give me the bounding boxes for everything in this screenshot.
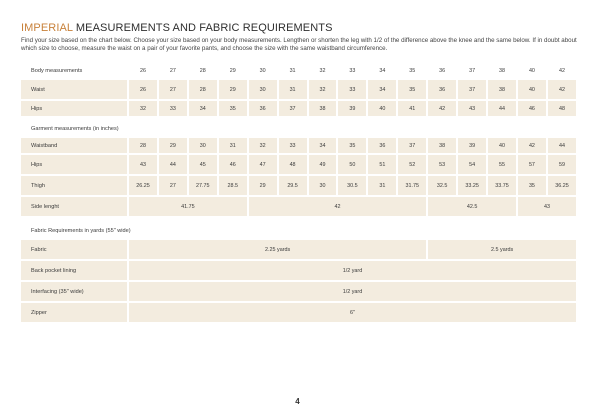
- table-cell: 26: [129, 80, 157, 99]
- fabric-header-row: [21, 224, 576, 238]
- size-header: 33: [349, 68, 356, 74]
- table-cell: 42: [548, 80, 576, 99]
- table-cell: 36: [249, 101, 277, 116]
- body-header-row: [21, 64, 576, 78]
- table-cell: 31: [219, 138, 247, 153]
- table-cell: 32: [129, 101, 157, 116]
- table-row: [21, 176, 576, 195]
- table-cell: 37: [398, 138, 426, 153]
- table-cell: 29: [249, 176, 277, 195]
- measurements-page: [21, 22, 577, 324]
- intro-text: Find your size based on the chart below. Choose your size based on your body measurements. Lengthen or shorten the leg with 1/2 of the difference above the knee and the same below. If in doubt about which size to choose, measure the waist on a pair of your favorite pants, and choose the size with the same waistband circumference.: [21, 37, 577, 52]
- table-cell: 41: [398, 101, 426, 116]
- title-rest: MEASUREMENTS AND FABRIC REQUIREMENTS: [72, 22, 333, 34]
- table-cell: 43: [518, 197, 576, 216]
- row-label: Interfacing (35" wide): [21, 282, 127, 301]
- table-cell: 38: [309, 101, 337, 116]
- table-cell: 31.75: [398, 176, 426, 195]
- table-cell: 32: [249, 138, 277, 153]
- table-cell: 30.5: [338, 176, 366, 195]
- table-row: [21, 282, 576, 301]
- table-row: [21, 261, 576, 280]
- table-cell: 35: [219, 101, 247, 116]
- table-cell: 55: [488, 155, 516, 174]
- table-row: [21, 101, 576, 116]
- table-cell: 35: [518, 176, 546, 195]
- table-row-side-length: [21, 197, 576, 216]
- table-cell: 27: [159, 176, 187, 195]
- table-cell: 27.75: [189, 176, 217, 195]
- row-label: Hips: [21, 101, 127, 116]
- table-row: [21, 240, 576, 259]
- table-cell: 29.5: [279, 176, 307, 195]
- table-cell: 37: [279, 101, 307, 116]
- page-title: [21, 22, 577, 35]
- table-cell: 59: [548, 155, 576, 174]
- table-cell: 44: [548, 138, 576, 153]
- size-header: 26: [139, 68, 146, 74]
- row-label: Fabric: [21, 240, 127, 259]
- table-cell: 34: [189, 101, 217, 116]
- table-cell: 29: [159, 138, 187, 153]
- table-cell: 42: [428, 101, 456, 116]
- table-cell: 2.25 yards: [129, 240, 426, 259]
- table-cell: 33: [159, 101, 187, 116]
- size-header: 35: [409, 68, 416, 74]
- size-header: 28: [199, 68, 206, 74]
- table-cell: 28.5: [219, 176, 247, 195]
- fabric-requirements-table: [19, 222, 578, 324]
- table-cell: 43: [129, 155, 157, 174]
- table-row: [21, 303, 576, 322]
- table-cell: 2.5 yards: [428, 240, 576, 259]
- table-cell: 42: [249, 197, 427, 216]
- body-measurements-table: [19, 62, 578, 118]
- table-cell: 28: [129, 138, 157, 153]
- size-header: 36: [439, 68, 446, 74]
- row-label: Hips: [21, 155, 127, 174]
- table-cell: 52: [398, 155, 426, 174]
- table-cell: 33.25: [458, 176, 486, 195]
- table-cell: 31: [368, 176, 396, 195]
- table-cell: 1/2 yard: [129, 282, 576, 301]
- table-cell: 41.75: [129, 197, 247, 216]
- table-cell: 33.75: [488, 176, 516, 195]
- table-row: [21, 155, 576, 174]
- size-header: 38: [499, 68, 506, 74]
- garment-header-row: [21, 122, 576, 136]
- table-cell: 47: [249, 155, 277, 174]
- table-cell: 30: [309, 176, 337, 195]
- size-header: 42: [558, 68, 565, 74]
- table-cell: 42: [518, 138, 546, 153]
- size-header: 27: [169, 68, 176, 74]
- table-cell: 34: [368, 80, 396, 99]
- size-header: 40: [528, 68, 535, 74]
- title-accent: IMPERIAL: [21, 22, 73, 34]
- table-cell: 46: [219, 155, 247, 174]
- table-cell: 48: [548, 101, 576, 116]
- table-cell: 33: [279, 138, 307, 153]
- table-cell: 32.5: [428, 176, 456, 195]
- table-cell: 1/2 yard: [129, 261, 576, 280]
- table-cell: 51: [368, 155, 396, 174]
- table-cell: 27: [159, 80, 187, 99]
- table-cell: 36: [368, 138, 396, 153]
- table-cell: 34: [309, 138, 337, 153]
- garment-measurements-table: [19, 120, 578, 218]
- table-cell: 50: [338, 155, 366, 174]
- body-section-title: Body measurements: [31, 68, 83, 74]
- row-label: Waistband: [21, 138, 127, 153]
- table-cell: 37: [458, 80, 486, 99]
- table-cell: 42.5: [428, 197, 516, 216]
- table-cell: 36: [428, 80, 456, 99]
- row-label: Thigh: [21, 176, 127, 195]
- table-cell: 40: [488, 138, 516, 153]
- table-cell: 49: [309, 155, 337, 174]
- table-row: [21, 138, 576, 153]
- table-cell: 38: [428, 138, 456, 153]
- table-cell: 35: [398, 80, 426, 99]
- fabric-section-title: Fabric Requirements in yards (55" wide): [31, 228, 131, 234]
- table-cell: 46: [518, 101, 546, 116]
- table-cell: 30: [189, 138, 217, 153]
- size-header: 30: [259, 68, 266, 74]
- table-cell: 39: [338, 101, 366, 116]
- table-cell: 44: [159, 155, 187, 174]
- table-cell: 40: [368, 101, 396, 116]
- row-label: Back pocket lining: [21, 261, 127, 280]
- size-header: 29: [229, 68, 236, 74]
- table-cell: 28: [189, 80, 217, 99]
- table-cell: 45: [189, 155, 217, 174]
- size-header: 34: [379, 68, 386, 74]
- row-label: Zipper: [21, 303, 127, 322]
- table-cell: 48: [279, 155, 307, 174]
- table-cell: 38: [488, 80, 516, 99]
- garment-section-title: Garment measurements (in inches): [31, 126, 119, 132]
- table-cell: 44: [488, 101, 516, 116]
- page-number: 4: [295, 397, 300, 406]
- row-label: Side lenght: [21, 197, 127, 216]
- table-cell: 29: [219, 80, 247, 99]
- size-header: 37: [469, 68, 476, 74]
- table-cell: 54: [458, 155, 486, 174]
- table-cell: 35: [338, 138, 366, 153]
- table-row: [21, 80, 576, 99]
- table-cell: 36.25: [548, 176, 576, 195]
- table-cell: 33: [338, 80, 366, 99]
- table-cell: 26.25: [129, 176, 157, 195]
- row-label: Waist: [21, 80, 127, 99]
- table-cell: 40: [518, 80, 546, 99]
- table-cell: 57: [518, 155, 546, 174]
- table-cell: 6": [129, 303, 576, 322]
- table-cell: 53: [428, 155, 456, 174]
- table-cell: 39: [458, 138, 486, 153]
- table-cell: 32: [309, 80, 337, 99]
- table-cell: 30: [249, 80, 277, 99]
- table-cell: 31: [279, 80, 307, 99]
- table-cell: 43: [458, 101, 486, 116]
- size-header: 32: [319, 68, 326, 74]
- size-header: 31: [289, 68, 296, 74]
